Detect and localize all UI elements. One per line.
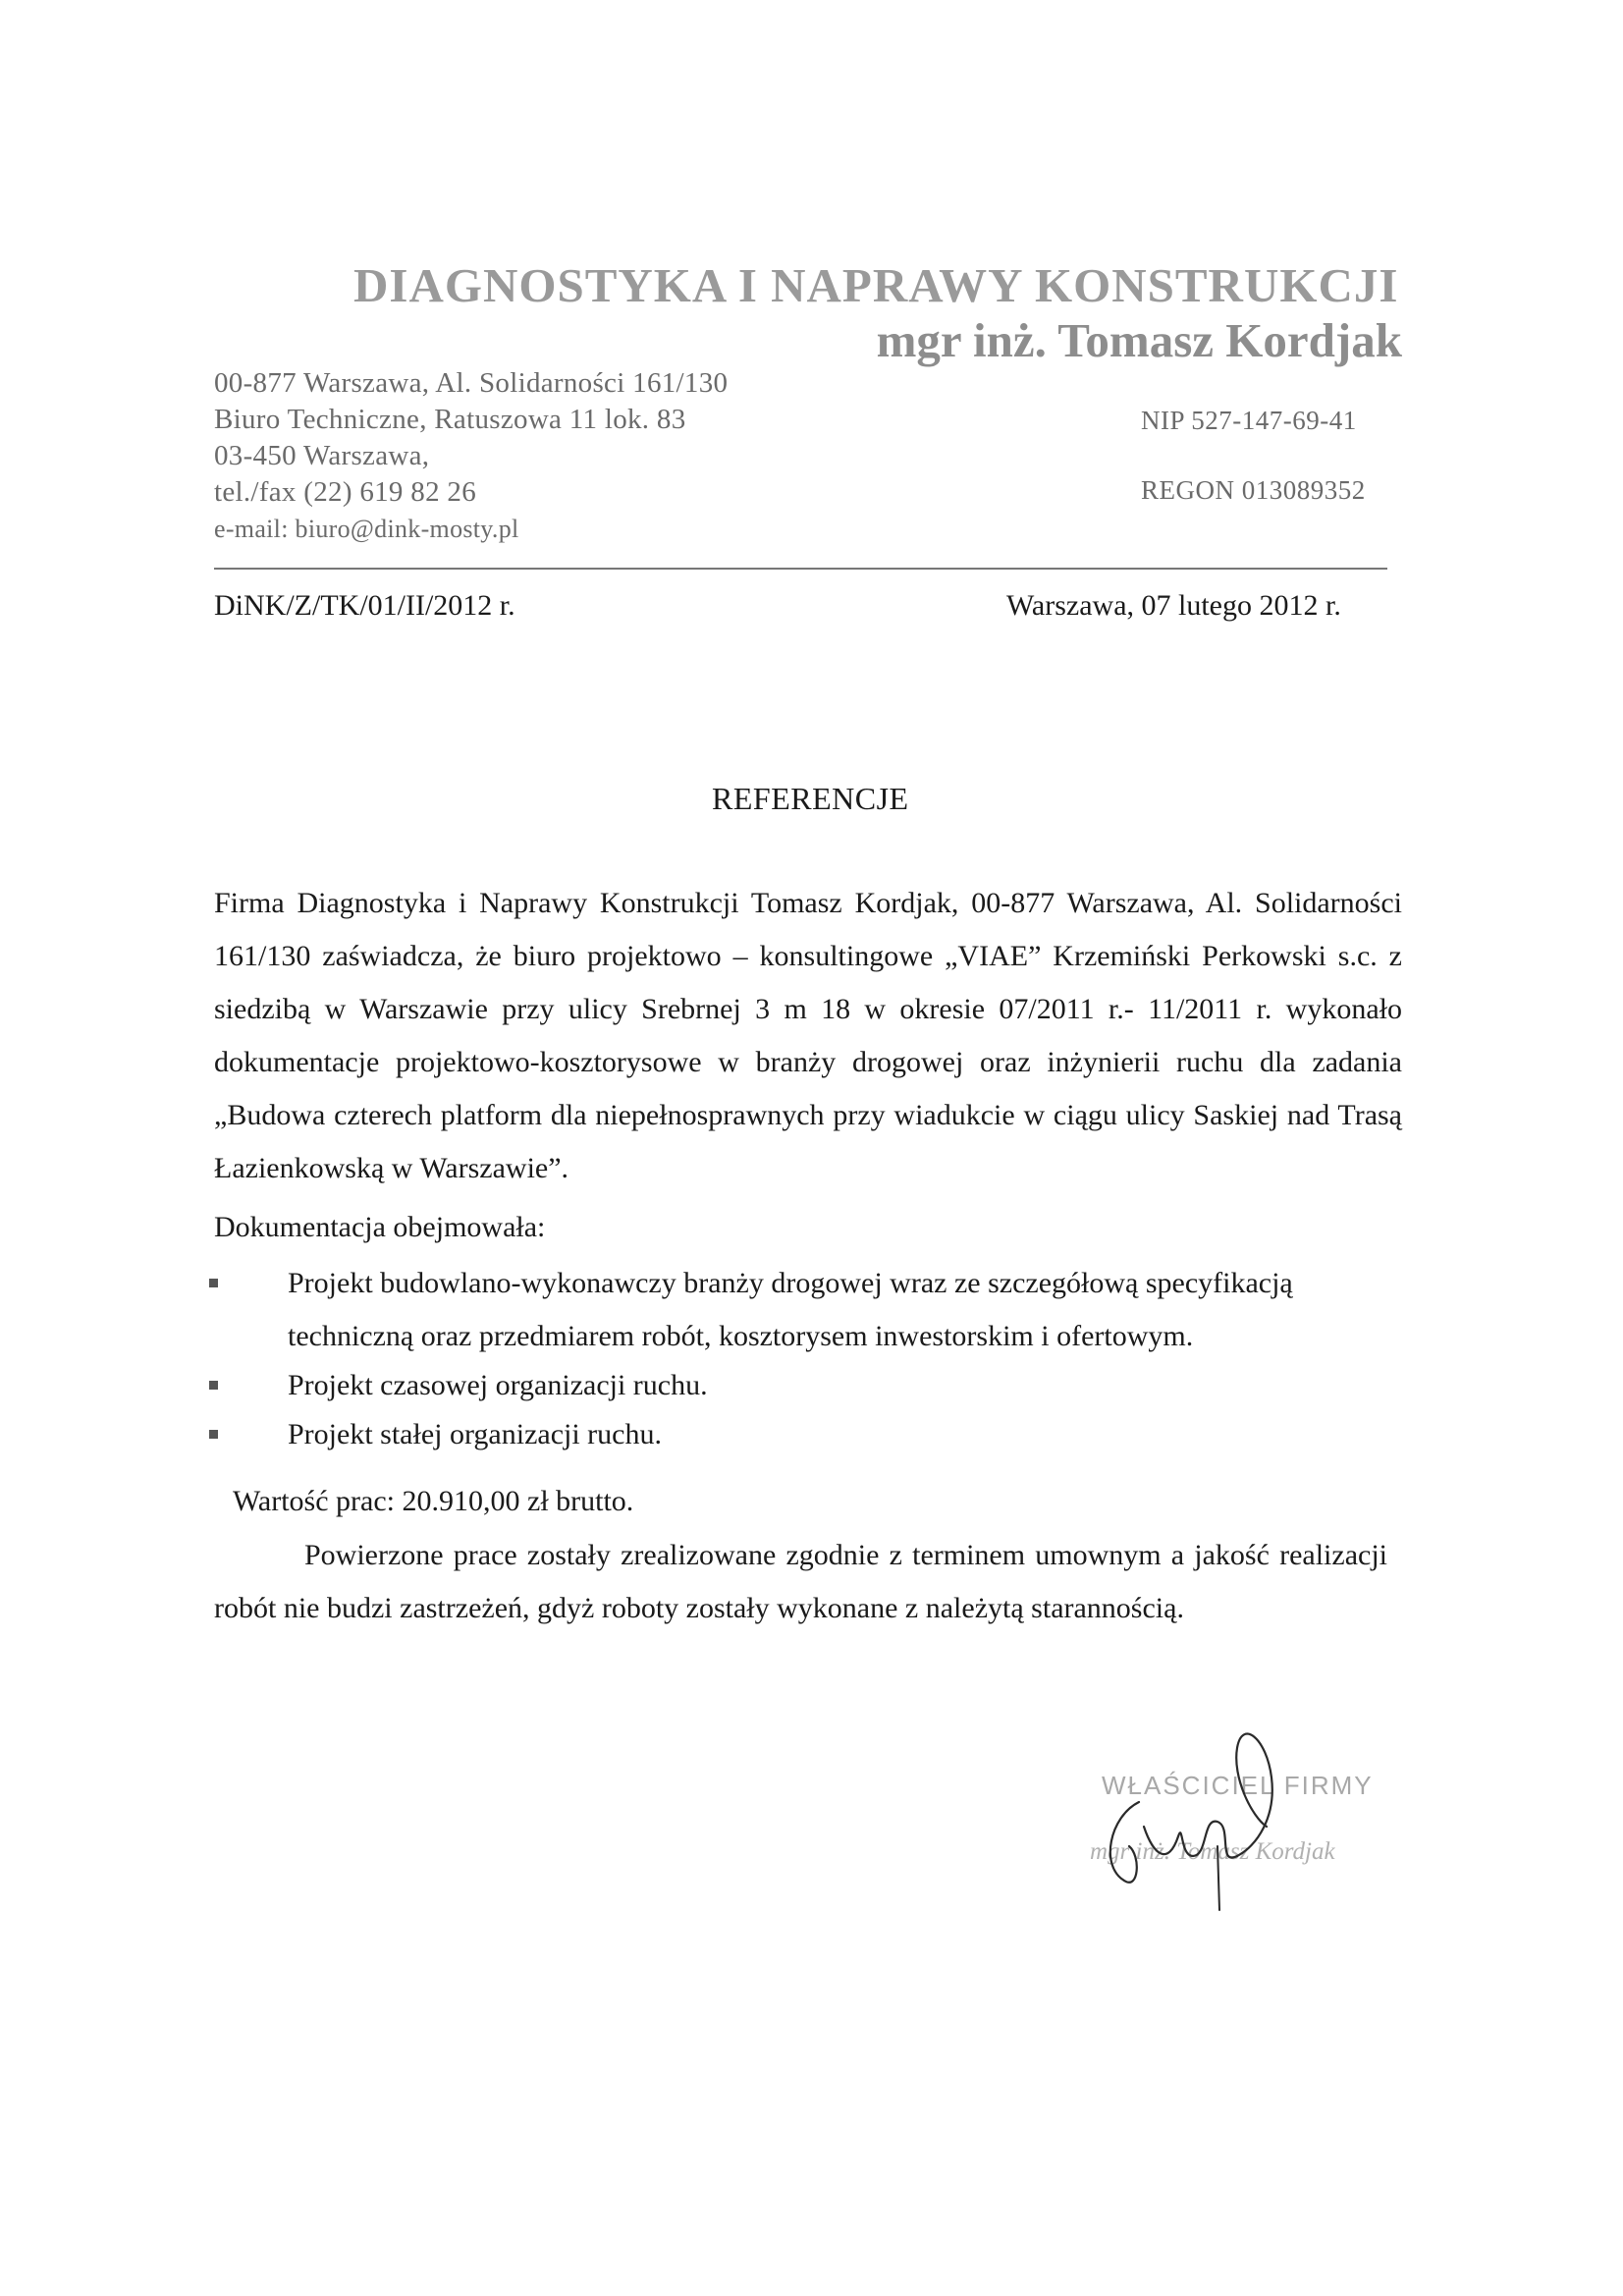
main-paragraph bbox=[214, 877, 1402, 1195]
bullet-square-icon bbox=[209, 1279, 218, 1287]
list-item bbox=[204, 1359, 1402, 1412]
list-item bbox=[204, 1257, 1402, 1363]
contract-value: Wartość prac: 20.910,00 zł brutto. bbox=[233, 1485, 634, 1517]
address-line: Biuro Techniczne, Ratuszowa 11 lok. 83 bbox=[214, 404, 686, 435]
closing-paragraph: Powierzone prace zostały zrealizowane zgodnie z terminem umownym a jakość realizacji robót nie budzi zastrzeżeń, gdyż roboty zostały wykonane z należytą starannością. bbox=[214, 1539, 1387, 1624]
letterhead-divider bbox=[214, 568, 1387, 570]
stamp-title: WŁAŚCICIEL FIRMY bbox=[1102, 1771, 1374, 1800]
bullet-square-icon bbox=[209, 1430, 218, 1439]
address-line: 00-877 Warszawa, Al. Solidarności 161/130 bbox=[214, 367, 729, 399]
stamp-name: mgr inż. Tomasz Kordjak bbox=[1090, 1838, 1335, 1865]
address-block bbox=[214, 365, 728, 547]
email-address: e-mail: biuro@dink-mosty.pl bbox=[214, 515, 519, 543]
list-item-text: Projekt budowlano-wykonawczy branży drogowej wraz ze szczegółową specyfikacją techniczną oraz przedmiarem robót, kosztorysem inwestorskim i ofertowym. bbox=[288, 1267, 1293, 1352]
reference-number: DiNK/Z/TK/01/II/2012 r. bbox=[214, 589, 515, 622]
company-name: DIAGNOSTYKA I NAPRAWY KONSTRUKCJI bbox=[353, 258, 1399, 312]
handwritten-signature bbox=[1070, 1709, 1325, 1925]
owner-name: mgr inż. Tomasz Kordjak bbox=[876, 313, 1402, 367]
scope-intro: Dokumentacja obejmowała: bbox=[214, 1211, 546, 1243]
phone-fax: tel./fax (22) 619 82 26 bbox=[214, 476, 477, 508]
list-item-text: Projekt stałej organizacji ruchu. bbox=[288, 1418, 662, 1450]
nip-number: NIP 527-147-69-41 bbox=[1141, 406, 1357, 435]
scope-list bbox=[204, 1257, 1402, 1461]
company-ids bbox=[1141, 406, 1366, 506]
bullet-square-icon bbox=[209, 1381, 218, 1390]
list-item-text: Projekt czasowej organizacji ruchu. bbox=[288, 1369, 708, 1401]
list-item bbox=[204, 1408, 1402, 1461]
place-and-date: Warszawa, 07 lutego 2012 r. bbox=[1006, 589, 1341, 622]
document-title: REFERENCJE bbox=[712, 781, 909, 816]
paragraph-text: Firma Diagnostyka i Naprawy Konstrukcji Tomasz Kordjak, 00-877 Warszawa, Al. Solidarności 161/130 zaświadcza, że biuro projektowo – konsultingowe „VIAE” Krzemiński Perkowski s.c. z siedzibą w Warszawie przy ulicy Srebrnej 3 m 18 w okresie 07/2011 r.- 11/2011 r. wykonało dokumentacje projektowo-kosztorysowe w branży drogowej oraz inżynierii ruchu dla zadania „Budowa czterech platform dla niepełnosprawnych przy wiadukcie w ciągu ulicy Saskiej nad Trasą Łazienkowską w Warszawie”. bbox=[214, 887, 1402, 1184]
address-line: 03-450 Warszawa, bbox=[214, 440, 430, 471]
regon-number: REGON 013089352 bbox=[1141, 475, 1366, 505]
